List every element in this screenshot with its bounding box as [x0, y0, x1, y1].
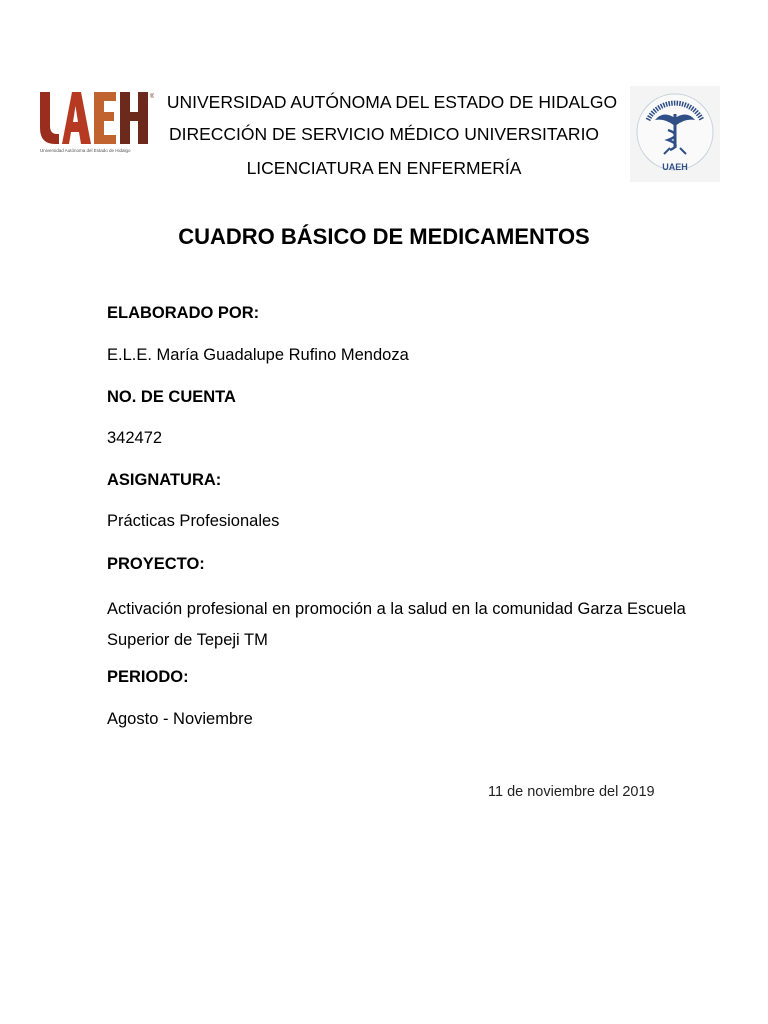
uaeh-logo-subtitle: Universidad Autónoma del Estado de Hidalgo [40, 148, 131, 153]
asignatura-label: ASIGNATURA: [107, 471, 222, 489]
document-date: 11 de noviembre del 2019 [488, 784, 655, 800]
department-name: DIRECCIÓN DE SERVICIO MÉDICO UNIVERSITARIO [168, 124, 600, 144]
proyecto-value: Activación profesional en promoción a la salud en la comunidad Garza Escuela Superior de Tepeji TM [107, 600, 686, 649]
document-title: CUADRO BÁSICO DE MEDICAMENTOS [178, 224, 590, 249]
university-name: UNIVERSIDAD AUTÓNOMA DEL ESTADO DE HIDALGO [166, 92, 618, 112]
cuenta-value: 342472 [107, 429, 163, 447]
proyecto-label: PROYECTO: [107, 555, 205, 573]
elaborado-value: E.L.E. María Guadalupe Rufino Mendoza [107, 346, 409, 364]
periodo-label: PERIODO: [107, 668, 189, 686]
program-name: LICENCIATURA EN ENFERMERÍA [246, 158, 522, 178]
elaborado-label: ELABORADO POR: [107, 304, 260, 322]
periodo-value: Agosto - Noviembre [107, 710, 253, 728]
svg-text:®: ® [150, 94, 154, 100]
seal-uaeh-text: UAEH [662, 162, 688, 172]
cuenta-label: NO. DE CUENTA [107, 388, 236, 406]
asignatura-value: Prácticas Profesionales [107, 512, 280, 530]
